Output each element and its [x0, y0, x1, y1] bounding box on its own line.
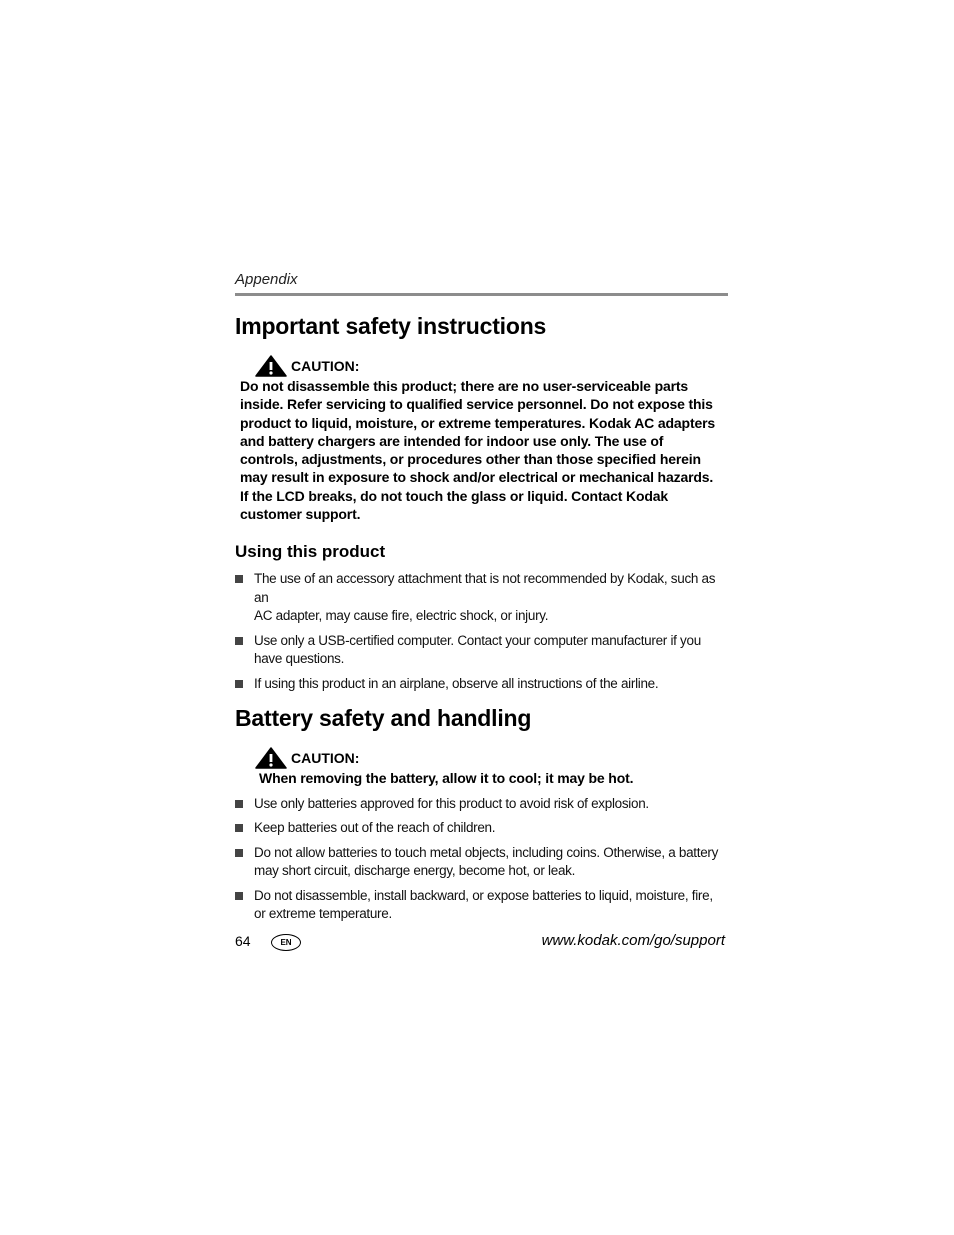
- list-item: Use only batteries approved for this product to avoid risk of explosion.: [235, 795, 728, 814]
- caution-line: product to liquid, moisture, or extreme temperatures. Kodak AC adapters: [240, 414, 716, 431]
- battery-list: [235, 795, 728, 924]
- header-rule: [235, 293, 728, 296]
- safety-title: Important safety instructions: [235, 313, 547, 339]
- safety-caution-block: [235, 355, 728, 523]
- square-bullet-icon: [235, 892, 243, 900]
- caution-header: [235, 355, 728, 377]
- warning-triangle-icon: [255, 747, 287, 769]
- list-item: Use only a USB-certified computer. Contact your computer manufacturer if you have questions.: [235, 632, 728, 669]
- section-label: Appendix: [235, 271, 298, 288]
- caution-text: When removing the battery, allow it to cool; it may be hot.: [259, 770, 634, 787]
- caution-line: customer support.: [240, 506, 361, 523]
- warning-triangle-icon: [255, 355, 287, 377]
- caution-line: inside. Refer servicing to qualified service personnel. Do not expose this: [240, 396, 713, 413]
- caution-text: [235, 377, 728, 523]
- caution-line: and battery chargers are intended for indoor use only. The use of: [240, 432, 664, 449]
- caution-line: Do not disassemble this product; there are no user-serviceable parts: [240, 378, 689, 394]
- square-bullet-icon: [235, 680, 243, 688]
- square-bullet-icon: [235, 637, 243, 645]
- square-bullet-icon: [235, 824, 243, 832]
- square-bullet-icon: [235, 800, 243, 808]
- square-bullet-icon: [235, 849, 243, 857]
- caution-line: If the LCD breaks, do not touch the glass or liquid. Contact Kodak: [240, 487, 669, 504]
- list-item: If using this product in an airplane, observe all instructions of the airline.: [235, 675, 728, 694]
- caution-label: CAUTION:: [291, 750, 360, 767]
- page-footer: [235, 931, 725, 953]
- list-item: Do not disassemble, install backward, or expose batteries to liquid, moisture, fire, or extreme temperature.: [235, 887, 728, 924]
- list-item: Do not allow batteries to touch metal objects, including coins. Otherwise, a battery may short circuit, discharge energy, become hot, or leak.: [235, 844, 728, 881]
- caution-header: [235, 747, 728, 769]
- square-bullet-icon: [235, 575, 243, 583]
- battery-title: Battery safety and handling: [235, 705, 532, 732]
- language-badge: EN: [271, 934, 301, 951]
- support-url[interactable]: www.kodak.com/go/support: [541, 932, 725, 949]
- caution-line: controls, adjustments, or procedures other than those specified herein: [240, 451, 701, 468]
- page-content: [235, 268, 728, 924]
- using-product-heading: Using this product: [235, 542, 386, 562]
- list-item: Keep batteries out of the reach of children.: [235, 819, 728, 838]
- caution-line: may result in exposure to shock and/or electrical or mechanical hazards.: [240, 469, 714, 486]
- using-product-list: [235, 570, 728, 693]
- list-item: The use of an accessory attachment that is not recommended by Kodak, such as an AC adapter, may cause fire, electric shock, or injury.: [235, 570, 728, 626]
- page-number: 64: [235, 933, 251, 949]
- battery-caution-block: [235, 747, 728, 787]
- caution-label: CAUTION:: [291, 358, 360, 374]
